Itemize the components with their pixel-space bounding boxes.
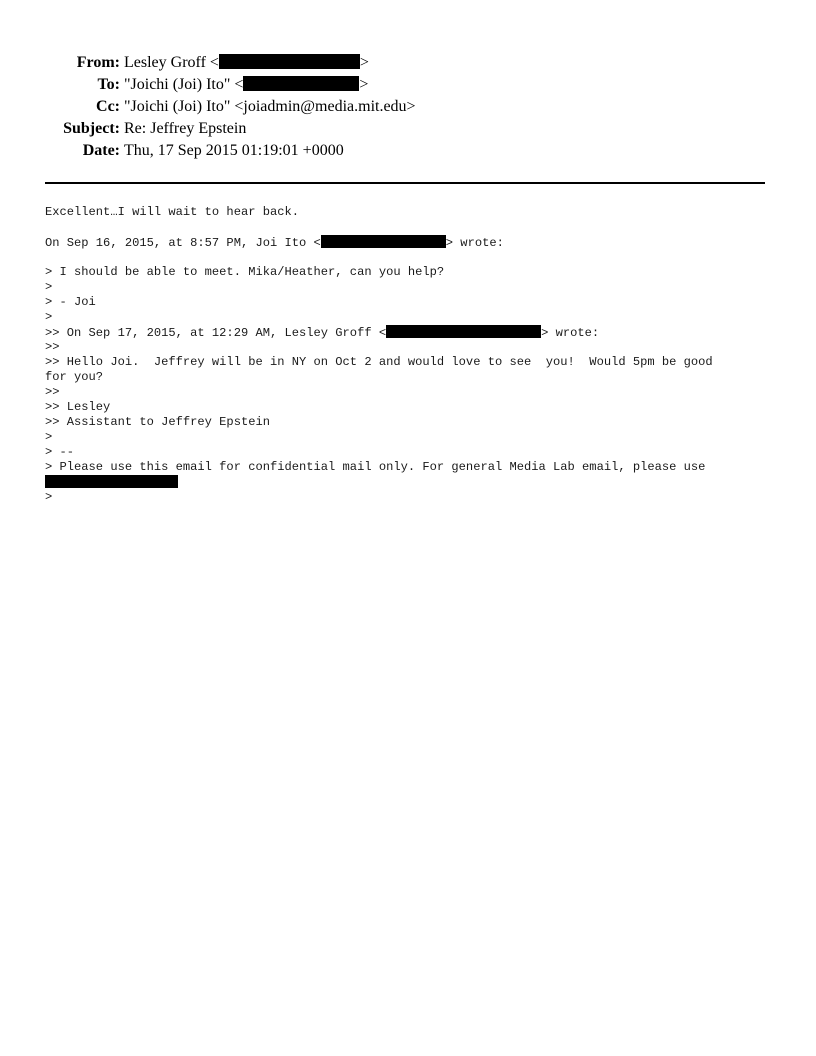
body-line: > Please use this email for confidential mail only. For general Media Lab email, please use <box>45 460 706 474</box>
email-header <box>44 52 764 162</box>
to-value: "Joichi (Joi) Ito" < <box>124 76 244 93</box>
body-line: > I should be able to meet. Mika/Heather, can you help? <box>45 265 445 279</box>
to-row <box>44 74 764 96</box>
date-label: Date: <box>82 142 120 159</box>
quote-attribution-end: > wrote: <box>445 236 504 250</box>
quote-attribution: >> On Sep 17, 2015, at 12:29 AM, Lesley Groff < <box>45 326 387 340</box>
body-line: > <box>45 310 53 324</box>
body-line <box>45 235 767 250</box>
subject-row <box>44 118 764 140</box>
body-line: > <box>45 430 53 444</box>
redaction-box <box>386 325 541 338</box>
body-line: >> Hello Joi. Jeffrey will be in NY on Oct 2 and would love to see you! Would 5pm be good <box>45 355 713 369</box>
blank-line <box>45 250 767 265</box>
subject-label: Subject: <box>63 120 120 137</box>
body-line: > <box>45 280 53 294</box>
cc-value: "Joichi (Joi) Ito" <joiadmin@media.mit.edu> <box>124 98 416 115</box>
redaction-box <box>321 235 446 248</box>
redaction-box <box>219 54 360 69</box>
quote-attribution: On Sep 16, 2015, at 8:57 PM, Joi Ito < <box>45 236 321 250</box>
redaction-box <box>45 475 178 488</box>
from-value-end: > <box>359 54 369 71</box>
cc-label: Cc: <box>96 98 120 115</box>
body-line: >> <box>45 385 60 399</box>
body-line: >> <box>45 340 60 354</box>
body-line: Excellent…I will wait to hear back. <box>45 205 300 219</box>
from-value: Lesley Groff < <box>124 54 219 71</box>
subject-value: Re: Jeffrey Epstein <box>124 120 247 137</box>
header-divider <box>45 182 765 184</box>
to-value-end: > <box>359 76 369 93</box>
body-line <box>45 325 767 340</box>
date-value: Thu, 17 Sep 2015 01:19:01 +0000 <box>124 142 344 159</box>
to-label: To: <box>97 76 120 93</box>
redaction-box <box>243 76 359 91</box>
body-line: > -- <box>45 445 75 459</box>
body-line: >> Lesley <box>45 400 111 414</box>
quote-attribution-end: > wrote: <box>541 326 600 340</box>
body-line: for you? <box>45 370 104 384</box>
from-label: From: <box>76 54 120 71</box>
from-row <box>44 52 764 74</box>
blank-line <box>45 220 767 235</box>
body-line: > - Joi <box>45 295 96 309</box>
body-line <box>45 475 767 490</box>
email-body <box>45 205 767 505</box>
date-row <box>44 140 764 162</box>
body-line: >> Assistant to Jeffrey Epstein <box>45 415 270 429</box>
body-line: > <box>45 490 53 504</box>
cc-row <box>44 96 764 118</box>
